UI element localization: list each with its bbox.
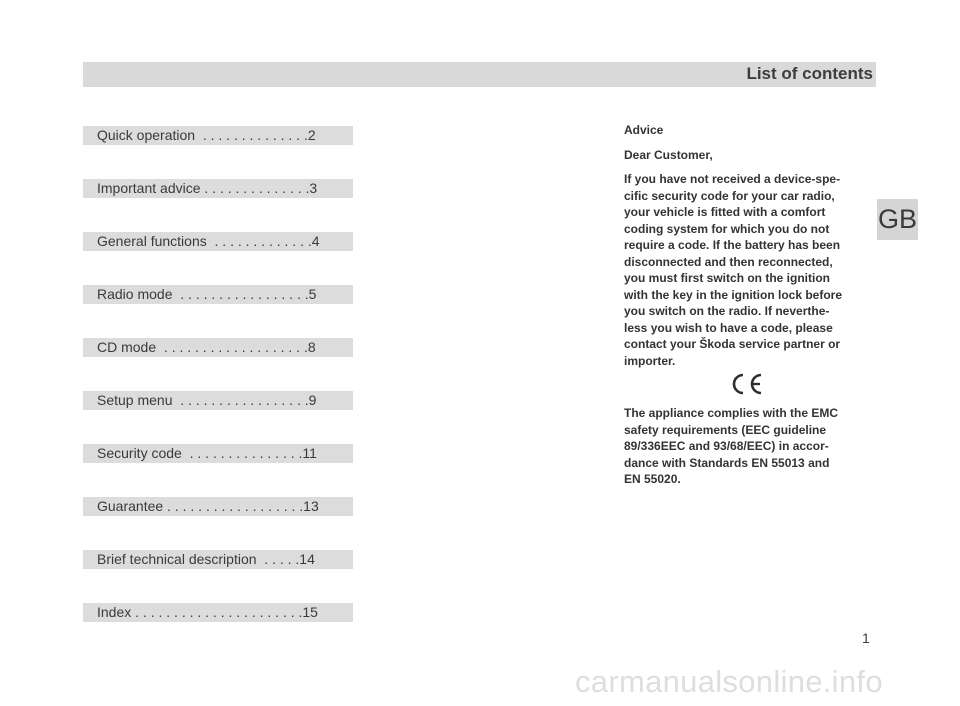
- toc-item-quick-operation[interactable]: Quick operation . . . . . . . . . . . . . .2: [83, 126, 353, 145]
- advice-section: [624, 122, 876, 377]
- advice-line: you switch on the radio. If neverthe-: [624, 304, 830, 318]
- toc-item-general-functions[interactable]: General functions . . . . . . . . . . . . .4: [83, 232, 353, 251]
- advice-line: importer.: [624, 353, 676, 368]
- toc-item-radio-mode[interactable]: Radio mode . . . . . . . . . . . . . . . . .5: [83, 285, 353, 304]
- compliance-notice: [624, 405, 876, 488]
- toc-item-guarantee[interactable]: Guarantee . . . . . . . . . . . . . . . . . .13: [83, 497, 353, 516]
- advice-line: you must first switch on the ignition: [624, 271, 830, 285]
- compliance-line: dance with Standards EN 55013 and: [624, 455, 830, 470]
- advice-body: [624, 171, 876, 369]
- compliance-line: EN 55020.: [624, 472, 681, 486]
- advice-line: contact your Škoda service partner or: [624, 337, 841, 351]
- toc-item-index[interactable]: Index . . . . . . . . . . . . . . . . . . . . . .15: [83, 603, 353, 622]
- language-tab-gb: GB: [877, 199, 918, 240]
- advice-line: disconnected and then reconnected,: [624, 254, 833, 269]
- toc-item-brief-technical-description[interactable]: Brief technical description . . . . .14: [83, 550, 353, 569]
- advice-line: coding system for which you do not: [624, 221, 830, 236]
- page-title: List of contents: [746, 64, 873, 83]
- advice-line: less you wish to have a code, please: [624, 320, 833, 335]
- advice-line: your vehicle is fitted with a comfort: [624, 205, 826, 219]
- toc-item-cd-mode[interactable]: CD mode . . . . . . . . . . . . . . . . . . .8: [83, 338, 353, 357]
- ce-mark-icon: [728, 372, 764, 396]
- toc-item-security-code[interactable]: Security code . . . . . . . . . . . . . . .11: [83, 444, 353, 463]
- advice-heading: Advice: [624, 123, 664, 137]
- compliance-line: 89/336EEC and 93/68/EEC) in accor-: [624, 439, 829, 453]
- advice-line: cific security code for your car radio,: [624, 188, 835, 203]
- compliance-line: safety requirements (EEC guideline: [624, 422, 827, 437]
- header-bar: [83, 62, 876, 87]
- watermark: carmanualsonline.info: [575, 664, 883, 699]
- toc-item-important-advice[interactable]: Important advice . . . . . . . . . . . . . .3: [83, 179, 353, 198]
- page-number: 1: [862, 630, 870, 646]
- advice-line: with the key in the ignition lock before: [624, 287, 843, 302]
- advice-line: If you have not received a device-spe-: [624, 172, 841, 186]
- advice-line: require a code. If the battery has been: [624, 238, 841, 252]
- compliance-line: The appliance complies with the EMC: [624, 406, 839, 420]
- advice-greeting: Dear Customer,: [624, 147, 713, 162]
- toc-item-setup-menu[interactable]: Setup menu . . . . . . . . . . . . . . . . .9: [83, 391, 353, 410]
